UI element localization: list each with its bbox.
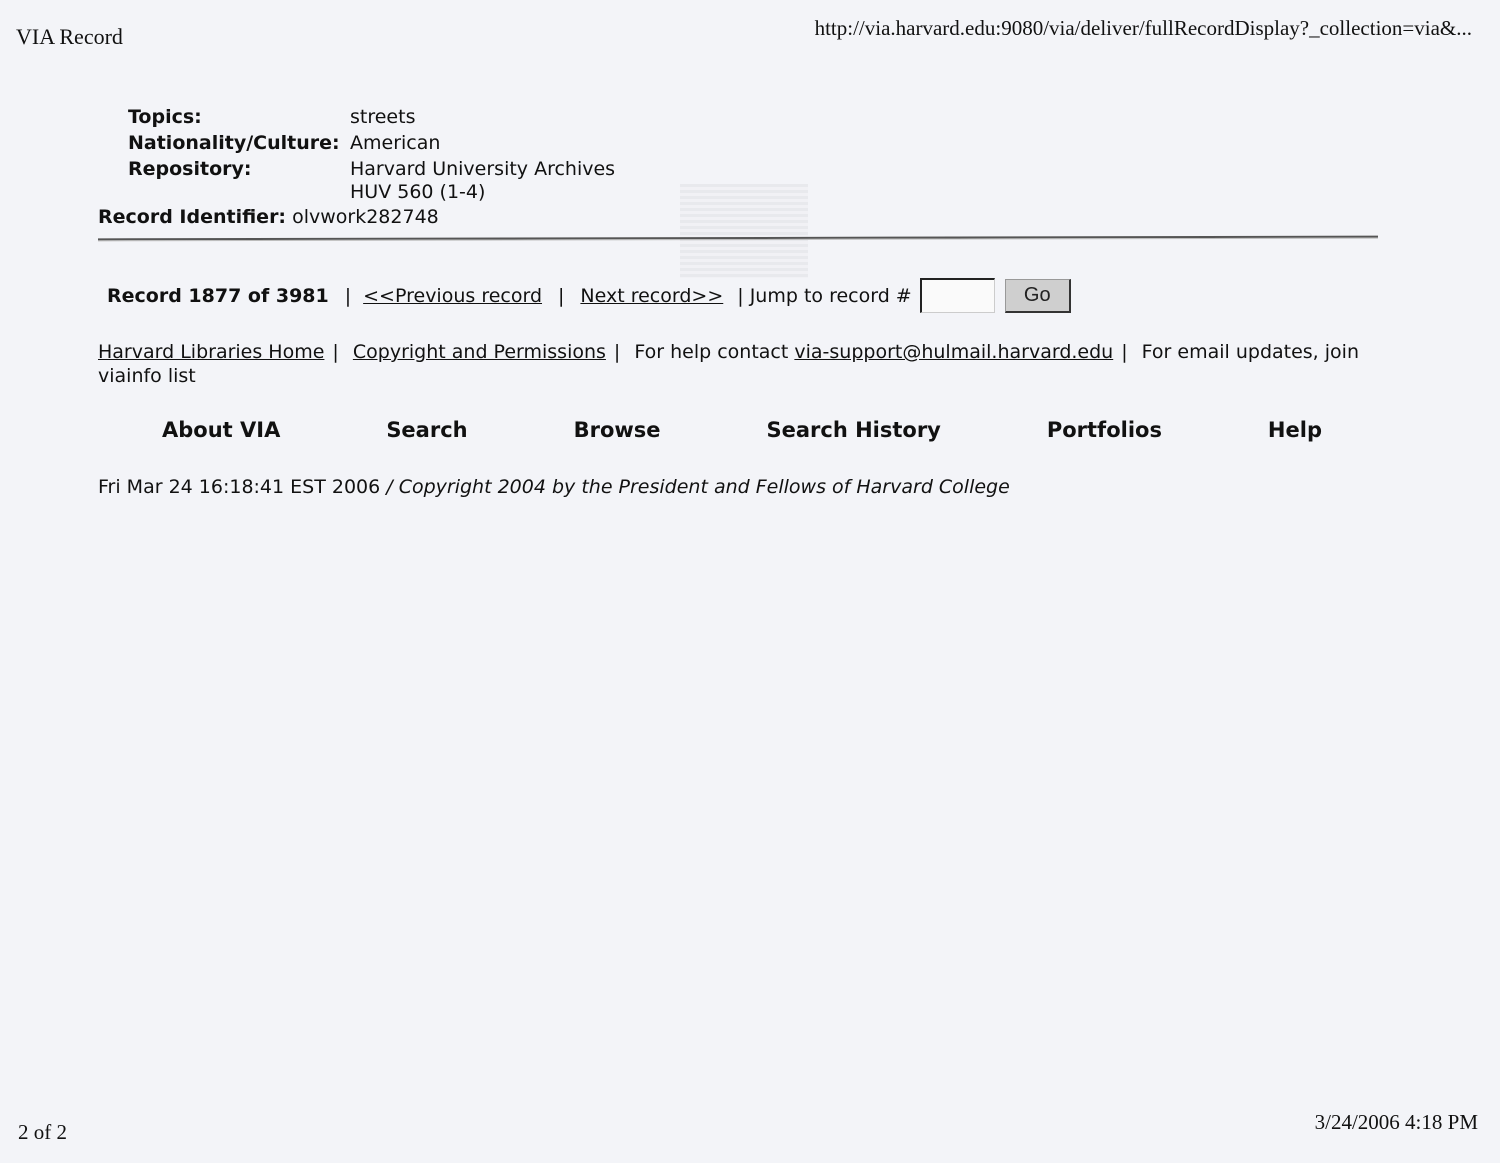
menu-about-via[interactable]: About VIA: [162, 418, 281, 442]
topics-value: streets: [350, 106, 416, 128]
timestamp: Fri Mar 24 16:18:41 EST 2006: [98, 476, 381, 498]
print-header-title: VIA Record: [16, 24, 123, 49]
topics-row: [128, 104, 615, 130]
help-prefix: For help contact: [634, 341, 789, 363]
menu-portfolios[interactable]: Portfolios: [1046, 418, 1162, 442]
separator: |: [613, 341, 621, 363]
menu-search-history[interactable]: Search History: [766, 418, 941, 442]
separator: |: [332, 341, 339, 363]
separator: |: [1121, 341, 1128, 363]
nationality-label: Nationality/Culture:: [128, 132, 340, 154]
scan-artifact: [680, 184, 808, 278]
jump-label: | Jump to record #: [737, 284, 912, 307]
copyright-permissions-link[interactable]: Copyright and Permissions: [352, 341, 606, 363]
separator: |: [558, 284, 565, 307]
repository-label: Repository:: [128, 158, 252, 180]
repository-call-number: HUV 560 (1-4): [350, 181, 486, 203]
next-record-link[interactable]: Next record>>: [580, 284, 724, 307]
harvard-libraries-home-link[interactable]: Harvard Libraries Home: [98, 341, 325, 363]
record-navigation: [107, 278, 1071, 313]
copyright-notice: / Copyright 2004 by the President and Fellows of Harvard College: [386, 476, 1010, 498]
menu-browse[interactable]: Browse: [573, 418, 661, 442]
repository-value: Harvard University Archives: [350, 158, 616, 180]
topics-label: Topics:: [128, 106, 202, 128]
record-position: Record 1877 of 3981: [107, 284, 329, 307]
record-fields: [128, 104, 615, 205]
main-menu: [162, 418, 1322, 442]
print-date: 3/24/2006 4:18 PM: [1314, 1110, 1478, 1134]
timestamp-line: [98, 476, 1010, 498]
jump-to-record-input[interactable]: [920, 278, 995, 313]
record-identifier-value: olvwork282748: [292, 206, 439, 228]
menu-help[interactable]: Help: [1267, 418, 1322, 442]
go-button[interactable]: Go: [1005, 279, 1071, 313]
footer-links: [98, 340, 1388, 388]
record-identifier-label: Record Identifier:: [98, 206, 287, 228]
nationality-value: American: [350, 132, 441, 154]
print-header-url: http://via.harvard.edu:9080/via/deliver/fullRecordDisplay?_collection=via&...: [814, 16, 1472, 40]
previous-record-link[interactable]: <<Previous record: [363, 284, 543, 307]
menu-search[interactable]: Search: [386, 418, 468, 442]
print-page-number: 2 of 2: [18, 1120, 67, 1144]
nationality-row: [128, 130, 615, 156]
email-updates-text: For email updates, join viainfo list: [98, 341, 1359, 387]
help-email-link[interactable]: via-support@hulmail.harvard.edu: [794, 341, 1114, 363]
record-identifier: [98, 206, 439, 228]
separator: |: [344, 284, 352, 307]
